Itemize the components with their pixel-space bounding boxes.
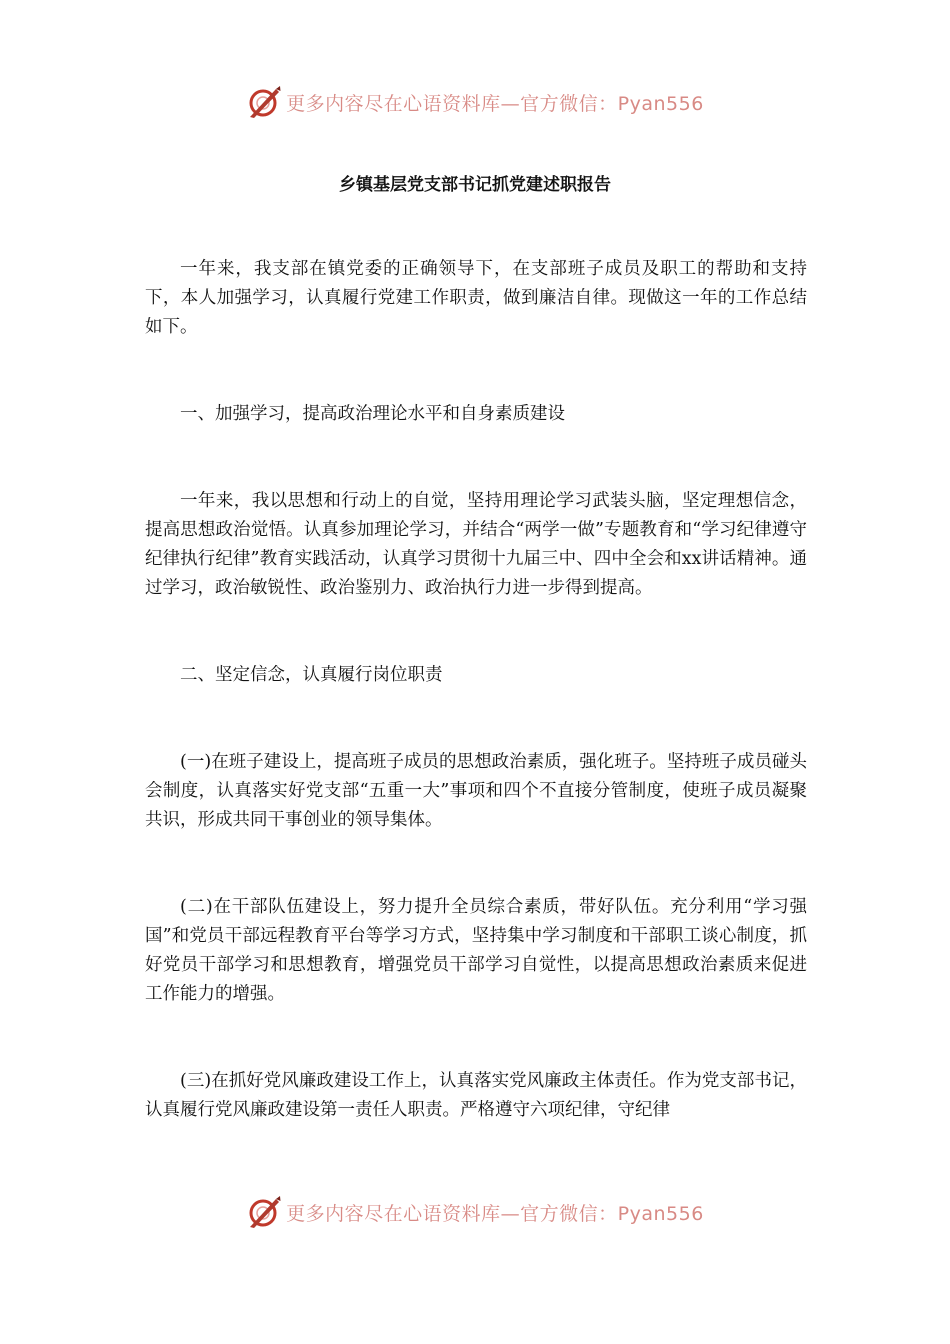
- watermark-text: 更多内容尽在心语资料库—官方微信：: [286, 1202, 618, 1225]
- pen-logo-icon: [246, 1194, 282, 1230]
- footer-watermark: [0, 1190, 950, 1234]
- pen-logo-icon: [246, 84, 282, 120]
- paragraph-integrity: (三)在抓好党风廉政建设工作上，认真落实党风廉政主体责任。作为党支部书记，认真履行党风廉政建设第一责任人职责。严格遵守六项纪律，守纪律: [145, 1071, 807, 1120]
- paragraph-team-building: (一)在班子建设上，提高班子成员的思想政治素质，强化班子。坚持班子成员碰头会制度，认真落实好党支部“五重一大”事项和四个不直接分管制度，使班子成员凝聚共识，形成共同干事创业的领导集体。: [145, 752, 807, 830]
- document-title: 乡镇基层党支部书记抓党建述职报告: [339, 175, 611, 195]
- paragraph-intro: 一年来，我支部在镇党委的正确领导下，在支部班子成员及职工的帮助和支持下，本人加强学习，认真履行党建工作职责，做到廉洁自律。现做这一年的工作总结如下。: [145, 259, 807, 337]
- section-heading-1: 一、加强学习，提高政治理论水平和自身素质建设: [180, 404, 565, 424]
- paragraph-cadre-building: (二)在干部队伍建设上，努力提升全员综合素质，带好队伍。充分利用“学习强国”和党员干部远程教育平台等学习方式，坚持集中学习制度和干部职工谈心制度，抓好党员干部学习和思想教育，增强党员干部学习自觉性，以提高思想政治素质来促进工作能力的增强。: [145, 897, 807, 1004]
- section-heading-2: 二、坚定信念，认真履行岗位职责: [180, 665, 443, 685]
- paragraph-study: 一年来，我以思想和行动上的自觉，坚持用理论学习武装头脑，坚定理想信念，提高思想政治觉悟。认真参加理论学习，并结合“两学一做”专题教育和“学习纪律遵守纪律执行纪律”教育实践活动，认真学习贯彻十九届三中、四中全会和xx讲话精神。通过学习，政治敏锐性、政治鉴别力、政治执行力进一步得到提高。: [145, 491, 807, 598]
- wechat-id: Pyan556: [617, 92, 704, 115]
- wechat-id: Pyan556: [617, 1202, 704, 1225]
- watermark-text: 更多内容尽在心语资料库—官方微信：: [286, 92, 618, 115]
- document-body: [145, 255, 807, 1125]
- header-watermark: [0, 80, 950, 124]
